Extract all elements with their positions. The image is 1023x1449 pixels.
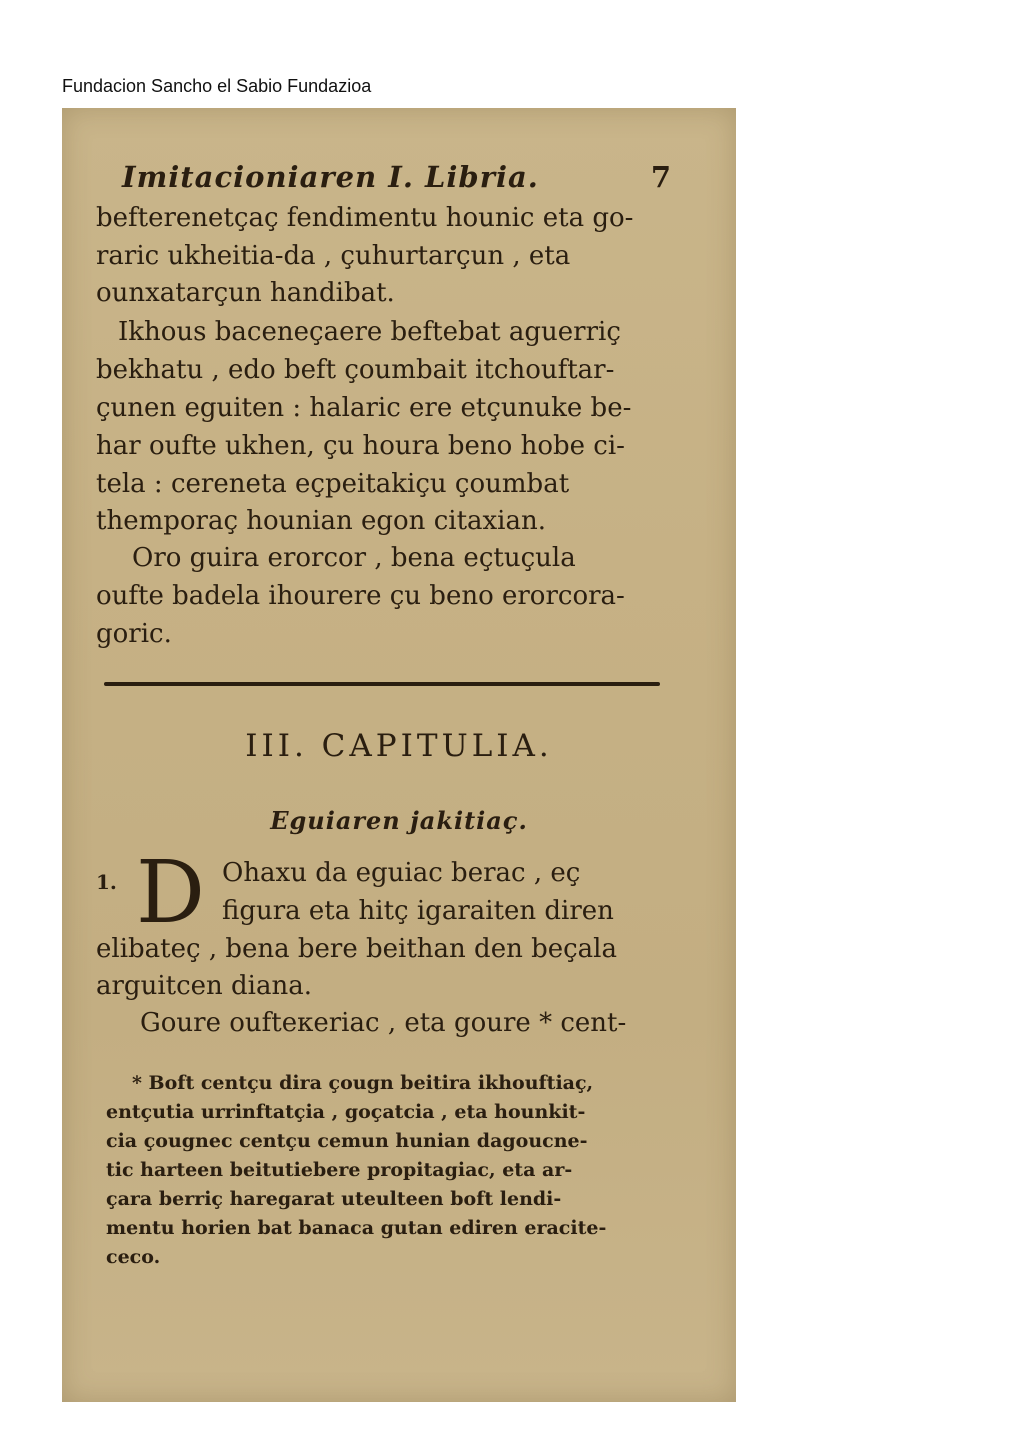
section-rule (104, 682, 660, 686)
footnote-line: * Boft centçu dira çougn beitira ikhouftiaç, (132, 1072, 594, 1094)
text-line: ounxatarçun handibat. (96, 278, 395, 308)
footnote-line: cia çougnec centçu cemun hunian dagoucne- (106, 1130, 588, 1152)
text-line: Goure oufteкeriac , eta goure * cent- (140, 1008, 627, 1038)
text-line: Oro guira erorcor , bena eçtuçula (132, 543, 576, 573)
page-header: Fundacion Sancho el Sabio Fundazioa (62, 76, 372, 96)
text-line: raric ukheitia-da , çuhurtarçun , eta (96, 241, 571, 271)
text-line: Ikhous baceneçaere beftebat aguerriç (118, 317, 621, 347)
footnote-line: ceco. (106, 1246, 161, 1268)
chapter-subtitle: Eguiaren jakitiaç. (270, 806, 528, 835)
text-line: themporaç hounian egon citaxian. (96, 506, 547, 536)
text-line: har oufte ukhen, çu houra beno hobe ci- (96, 431, 625, 461)
text-line: elibateç , bena bere beithan den beçala (96, 934, 618, 964)
running-head (122, 160, 672, 194)
text-line: goric. (96, 619, 172, 649)
drop-cap: D (136, 843, 205, 943)
footnote-line: tic harteen beitutiebere propitagiac, eta ar- (106, 1159, 573, 1181)
text-line: figura eta hitç igaraiten diren (222, 896, 614, 926)
page-number: 7 (650, 160, 672, 194)
text-line: çunen eguiten : halaric ere etçunuke be- (96, 393, 632, 423)
footnote-line: entçutia urrinftatçia , goçatcia , eta hounkit- (106, 1101, 586, 1123)
text-line: Ohaxu da eguiac berac , eç (222, 858, 581, 888)
footnote-line: çara berriç haregarat uteulteen boft lendi- (106, 1188, 562, 1210)
footnote-line: mentu horien bat banaca gutan ediren eracite- (106, 1217, 607, 1239)
scanned-page (62, 108, 736, 1402)
text-line: arguitcen diana. (96, 971, 313, 1001)
text-line: oufte badela ihourere çu beno erorcora- (96, 581, 625, 611)
paragraph-number: 1. (96, 870, 117, 894)
text-line: befterenetçaç fendimentu hounic eta go- (96, 203, 634, 233)
text-line: tela : cereneta eçpeitakiçu çoumbat (96, 469, 570, 499)
chapter-heading: III. CAPITULIA. (245, 728, 553, 764)
text-line: bekhatu , edo beft çoumbait itchouftar- (96, 355, 615, 385)
running-head-title: Imitacioniaren I. Libria. (122, 160, 539, 194)
